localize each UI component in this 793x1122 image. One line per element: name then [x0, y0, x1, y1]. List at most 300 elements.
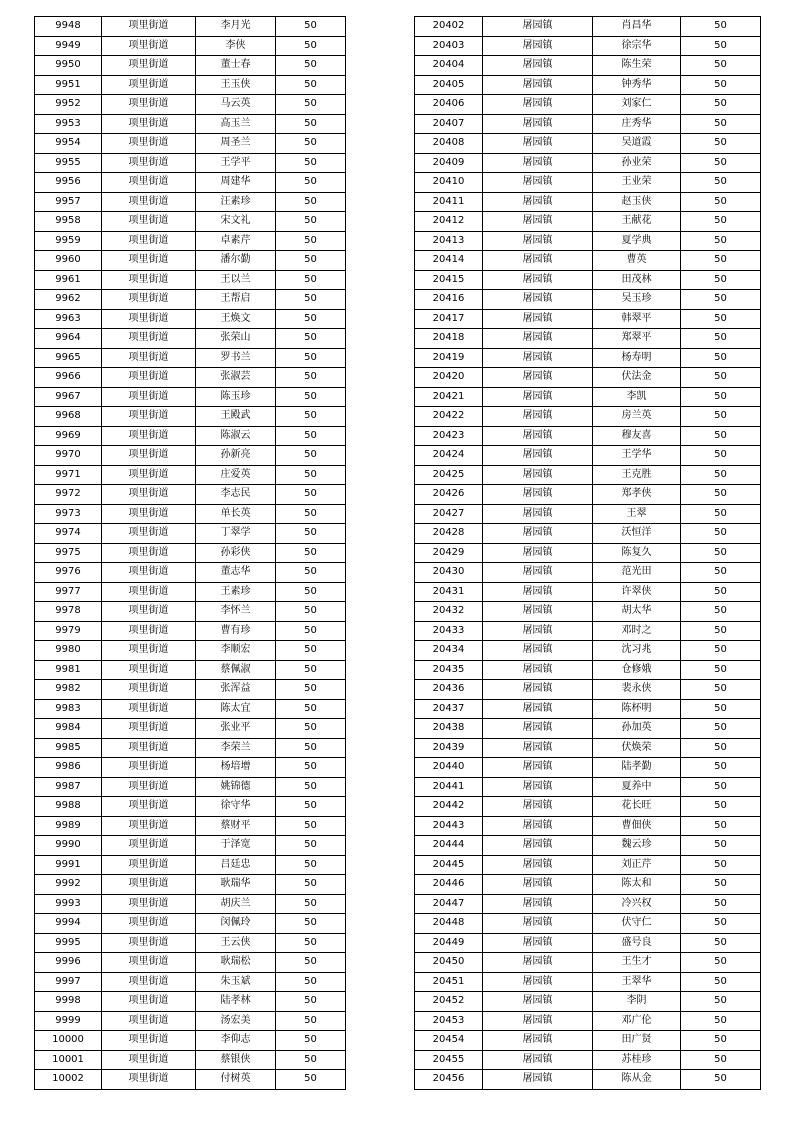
amount-cell: 50: [681, 543, 761, 563]
table-row: [415, 738, 761, 758]
amount-cell: 50: [681, 738, 761, 758]
name-cell: 张浑益: [196, 680, 276, 700]
township-cell: 屠园镇: [483, 719, 593, 739]
serial-number-cell: 9967: [35, 387, 102, 407]
township-cell: 项里街道: [102, 777, 196, 797]
amount-cell: 50: [276, 114, 346, 134]
name-cell: 丁翠学: [196, 524, 276, 544]
table-row: [415, 368, 761, 388]
serial-number-cell: 20429: [415, 543, 483, 563]
table-row: [35, 95, 346, 115]
serial-number-cell: 9973: [35, 504, 102, 524]
table-row: [415, 251, 761, 271]
amount-cell: 50: [681, 114, 761, 134]
amount-cell: 50: [276, 95, 346, 115]
serial-number-cell: 9948: [35, 17, 102, 37]
township-cell: 屠园镇: [483, 797, 593, 817]
table-row: [35, 231, 346, 251]
serial-number-cell: 9963: [35, 309, 102, 329]
amount-cell: 50: [681, 212, 761, 232]
township-cell: 屠园镇: [483, 426, 593, 446]
amount-cell: 50: [681, 641, 761, 661]
name-cell: 范光田: [593, 563, 681, 583]
amount-cell: 50: [276, 329, 346, 349]
township-cell: 项里街道: [102, 75, 196, 95]
township-cell: 屠园镇: [483, 992, 593, 1012]
name-cell: 张业平: [196, 719, 276, 739]
left-table-body: [35, 17, 346, 1090]
township-cell: 屠园镇: [483, 543, 593, 563]
township-cell: 屠园镇: [483, 231, 593, 251]
name-cell: 王业荣: [593, 173, 681, 193]
township-cell: 项里街道: [102, 348, 196, 368]
amount-cell: 50: [681, 290, 761, 310]
table-row: [415, 173, 761, 193]
township-cell: 项里街道: [102, 36, 196, 56]
amount-cell: 50: [681, 1050, 761, 1070]
serial-number-cell: 9985: [35, 738, 102, 758]
table-row: [415, 1050, 761, 1070]
township-cell: 屠园镇: [483, 758, 593, 778]
table-row: [415, 563, 761, 583]
name-cell: 蔡银侠: [196, 1050, 276, 1070]
table-row: [35, 173, 346, 193]
name-cell: 庄秀华: [593, 114, 681, 134]
name-cell: 杨培增: [196, 758, 276, 778]
serial-number-cell: 9964: [35, 329, 102, 349]
serial-number-cell: 9958: [35, 212, 102, 232]
township-cell: 项里街道: [102, 407, 196, 427]
table-row: [35, 1070, 346, 1090]
right-table-body: [415, 17, 761, 1090]
serial-number-cell: 9982: [35, 680, 102, 700]
serial-number-cell: 20435: [415, 660, 483, 680]
township-cell: 屠园镇: [483, 446, 593, 466]
township-cell: 项里街道: [102, 270, 196, 290]
township-cell: 屠园镇: [483, 953, 593, 973]
amount-cell: 50: [276, 173, 346, 193]
serial-number-cell: 10001: [35, 1050, 102, 1070]
serial-number-cell: 9981: [35, 660, 102, 680]
amount-cell: 50: [681, 680, 761, 700]
township-cell: 项里街道: [102, 114, 196, 134]
name-cell: 赵玉侠: [593, 192, 681, 212]
amount-cell: 50: [276, 563, 346, 583]
table-row: [415, 933, 761, 953]
township-cell: 屠园镇: [483, 504, 593, 524]
township-cell: 屠园镇: [483, 563, 593, 583]
township-cell: 项里街道: [102, 368, 196, 388]
table-row: [415, 329, 761, 349]
township-cell: 屠园镇: [483, 641, 593, 661]
table-row: [415, 426, 761, 446]
amount-cell: 50: [681, 855, 761, 875]
serial-number-cell: 20455: [415, 1050, 483, 1070]
table-row: [415, 270, 761, 290]
township-cell: 屠园镇: [483, 602, 593, 622]
name-cell: 王生才: [593, 953, 681, 973]
serial-number-cell: 9977: [35, 582, 102, 602]
amount-cell: 50: [276, 875, 346, 895]
name-cell: 徐守华: [196, 797, 276, 817]
name-cell: 曹英: [593, 251, 681, 271]
amount-cell: 50: [681, 56, 761, 76]
amount-cell: 50: [681, 797, 761, 817]
serial-number-cell: 20449: [415, 933, 483, 953]
amount-cell: 50: [276, 816, 346, 836]
serial-number-cell: 9998: [35, 992, 102, 1012]
township-cell: 屠园镇: [483, 329, 593, 349]
township-cell: 屠园镇: [483, 1011, 593, 1031]
table-row: [415, 17, 761, 37]
serial-number-cell: 9959: [35, 231, 102, 251]
name-cell: 曹有珍: [196, 621, 276, 641]
table-row: [35, 36, 346, 56]
name-cell: 杨寿明: [593, 348, 681, 368]
serial-number-cell: 20421: [415, 387, 483, 407]
township-cell: 屠园镇: [483, 777, 593, 797]
name-cell: 孙新亮: [196, 446, 276, 466]
serial-number-cell: 20442: [415, 797, 483, 817]
table-row: [415, 660, 761, 680]
serial-number-cell: 9974: [35, 524, 102, 544]
name-cell: 邓时之: [593, 621, 681, 641]
name-cell: 韩翠平: [593, 309, 681, 329]
serial-number-cell: 20431: [415, 582, 483, 602]
serial-number-cell: 20426: [415, 485, 483, 505]
name-cell: 孙业荣: [593, 153, 681, 173]
serial-number-cell: 20446: [415, 875, 483, 895]
amount-cell: 50: [681, 972, 761, 992]
serial-number-cell: 9999: [35, 1011, 102, 1031]
name-cell: 李凯: [593, 387, 681, 407]
township-cell: 项里街道: [102, 504, 196, 524]
table-row: [35, 758, 346, 778]
name-cell: 庄爱英: [196, 465, 276, 485]
township-cell: 屠园镇: [483, 212, 593, 232]
table-row: [35, 368, 346, 388]
amount-cell: 50: [681, 465, 761, 485]
table-row: [35, 699, 346, 719]
serial-number-cell: 9980: [35, 641, 102, 661]
serial-number-cell: 9976: [35, 563, 102, 583]
table-row: [415, 1011, 761, 1031]
serial-number-cell: 20406: [415, 95, 483, 115]
name-cell: 肖昌华: [593, 17, 681, 37]
amount-cell: 50: [681, 953, 761, 973]
township-cell: 项里街道: [102, 602, 196, 622]
township-cell: 屠园镇: [483, 95, 593, 115]
serial-number-cell: 20424: [415, 446, 483, 466]
name-cell: 王帮启: [196, 290, 276, 310]
township-cell: 项里街道: [102, 524, 196, 544]
amount-cell: 50: [276, 855, 346, 875]
amount-cell: 50: [276, 621, 346, 641]
serial-number-cell: 10000: [35, 1031, 102, 1051]
amount-cell: 50: [681, 894, 761, 914]
amount-cell: 50: [681, 719, 761, 739]
amount-cell: 50: [276, 836, 346, 856]
name-cell: 张淑芸: [196, 368, 276, 388]
serial-number-cell: 20404: [415, 56, 483, 76]
amount-cell: 50: [276, 660, 346, 680]
serial-number-cell: 20407: [415, 114, 483, 134]
name-cell: 沃恒洋: [593, 524, 681, 544]
township-cell: 屠园镇: [483, 933, 593, 953]
township-cell: 项里街道: [102, 329, 196, 349]
name-cell: 吴玉珍: [593, 290, 681, 310]
table-row: [415, 75, 761, 95]
table-row: [35, 933, 346, 953]
amount-cell: 50: [276, 894, 346, 914]
township-cell: 屠园镇: [483, 17, 593, 37]
table-row: [415, 914, 761, 934]
serial-number-cell: 9984: [35, 719, 102, 739]
serial-number-cell: 9988: [35, 797, 102, 817]
table-row: [415, 816, 761, 836]
amount-cell: 50: [276, 407, 346, 427]
table-row: [415, 699, 761, 719]
name-cell: 陆孝勤: [593, 758, 681, 778]
amount-cell: 50: [276, 582, 346, 602]
table-row: [35, 251, 346, 271]
serial-number-cell: 9957: [35, 192, 102, 212]
township-cell: 屠园镇: [483, 485, 593, 505]
amount-cell: 50: [276, 465, 346, 485]
name-cell: 伏焕荣: [593, 738, 681, 758]
name-cell: 汤宏美: [196, 1011, 276, 1031]
name-cell: 王学华: [593, 446, 681, 466]
township-cell: 项里街道: [102, 173, 196, 193]
table-row: [35, 1050, 346, 1070]
township-cell: 项里街道: [102, 836, 196, 856]
amount-cell: 50: [276, 680, 346, 700]
township-cell: 项里街道: [102, 758, 196, 778]
table-row: [35, 426, 346, 446]
township-cell: 屠园镇: [483, 153, 593, 173]
name-cell: 李顺宏: [196, 641, 276, 661]
amount-cell: 50: [276, 524, 346, 544]
serial-number-cell: 20438: [415, 719, 483, 739]
amount-cell: 50: [681, 816, 761, 836]
amount-cell: 50: [276, 1011, 346, 1031]
name-cell: 花长旺: [593, 797, 681, 817]
table-row: [35, 1011, 346, 1031]
table-row: [35, 894, 346, 914]
serial-number-cell: 9997: [35, 972, 102, 992]
table-row: [35, 543, 346, 563]
amount-cell: 50: [681, 660, 761, 680]
table-row: [35, 563, 346, 583]
name-cell: 宋文礼: [196, 212, 276, 232]
name-cell: 王翠: [593, 504, 681, 524]
amount-cell: 50: [681, 134, 761, 154]
amount-cell: 50: [681, 777, 761, 797]
serial-number-cell: 9975: [35, 543, 102, 563]
name-cell: 苏桂珍: [593, 1050, 681, 1070]
township-cell: 项里街道: [102, 387, 196, 407]
township-cell: 项里街道: [102, 465, 196, 485]
serial-number-cell: 20448: [415, 914, 483, 934]
township-cell: 项里街道: [102, 855, 196, 875]
township-cell: 屠园镇: [483, 407, 593, 427]
township-cell: 项里街道: [102, 992, 196, 1012]
amount-cell: 50: [276, 17, 346, 37]
amount-cell: 50: [681, 485, 761, 505]
table-row: [35, 992, 346, 1012]
name-cell: 付树英: [196, 1070, 276, 1090]
serial-number-cell: 9987: [35, 777, 102, 797]
serial-number-cell: 20437: [415, 699, 483, 719]
table-row: [35, 621, 346, 641]
township-cell: 屠园镇: [483, 36, 593, 56]
table-row: [35, 17, 346, 37]
table-row: [415, 212, 761, 232]
table-row: [415, 777, 761, 797]
table-row: [35, 738, 346, 758]
township-cell: 项里街道: [102, 309, 196, 329]
township-cell: 项里街道: [102, 426, 196, 446]
name-cell: 夏学典: [593, 231, 681, 251]
table-row: [415, 309, 761, 329]
township-cell: 屠园镇: [483, 914, 593, 934]
amount-cell: 50: [276, 56, 346, 76]
serial-number-cell: 9969: [35, 426, 102, 446]
amount-cell: 50: [276, 212, 346, 232]
amount-cell: 50: [276, 368, 346, 388]
township-cell: 屠园镇: [483, 251, 593, 271]
amount-cell: 50: [276, 699, 346, 719]
serial-number-cell: 9970: [35, 446, 102, 466]
name-cell: 姚锦德: [196, 777, 276, 797]
name-cell: 盛号良: [593, 933, 681, 953]
table-row: [35, 309, 346, 329]
amount-cell: 50: [681, 348, 761, 368]
table-row: [35, 407, 346, 427]
amount-cell: 50: [681, 231, 761, 251]
amount-cell: 50: [276, 992, 346, 1012]
name-cell: 耿瑞华: [196, 875, 276, 895]
name-cell: 王玉侠: [196, 75, 276, 95]
table-row: [415, 407, 761, 427]
table-row: [35, 485, 346, 505]
amount-cell: 50: [681, 407, 761, 427]
name-cell: 王殿武: [196, 407, 276, 427]
amount-cell: 50: [681, 36, 761, 56]
township-cell: 屠园镇: [483, 192, 593, 212]
table-row: [35, 660, 346, 680]
amount-cell: 50: [681, 758, 761, 778]
amount-cell: 50: [276, 1070, 346, 1090]
name-cell: 冷兴权: [593, 894, 681, 914]
township-cell: 项里街道: [102, 797, 196, 817]
table-row: [415, 446, 761, 466]
name-cell: 马云英: [196, 95, 276, 115]
township-cell: 项里街道: [102, 212, 196, 232]
name-cell: 田广贤: [593, 1031, 681, 1051]
name-cell: 沈习兆: [593, 641, 681, 661]
name-cell: 单长英: [196, 504, 276, 524]
table-row: [415, 992, 761, 1012]
name-cell: 王焕文: [196, 309, 276, 329]
table-row: [35, 680, 346, 700]
amount-cell: 50: [681, 1070, 761, 1090]
amount-cell: 50: [276, 914, 346, 934]
township-cell: 屠园镇: [483, 524, 593, 544]
amount-cell: 50: [276, 504, 346, 524]
serial-number-cell: 20436: [415, 680, 483, 700]
township-cell: 项里街道: [102, 875, 196, 895]
serial-number-cell: 9989: [35, 816, 102, 836]
table-row: [35, 836, 346, 856]
township-cell: 屠园镇: [483, 894, 593, 914]
table-row: [415, 875, 761, 895]
township-cell: 屠园镇: [483, 173, 593, 193]
serial-number-cell: 9979: [35, 621, 102, 641]
serial-number-cell: 20405: [415, 75, 483, 95]
name-cell: 李月光: [196, 17, 276, 37]
serial-number-cell: 9954: [35, 134, 102, 154]
amount-cell: 50: [681, 95, 761, 115]
table-row: [415, 387, 761, 407]
township-cell: 屠园镇: [483, 348, 593, 368]
table-row: [415, 504, 761, 524]
serial-number-cell: 20454: [415, 1031, 483, 1051]
amount-cell: 50: [276, 602, 346, 622]
serial-number-cell: 20412: [415, 212, 483, 232]
name-cell: 陈玉珍: [196, 387, 276, 407]
name-cell: 董志华: [196, 563, 276, 583]
name-cell: 周圣兰: [196, 134, 276, 154]
name-cell: 吕廷忠: [196, 855, 276, 875]
serial-number-cell: 9966: [35, 368, 102, 388]
township-cell: 屠园镇: [483, 660, 593, 680]
amount-cell: 50: [276, 192, 346, 212]
township-cell: 项里街道: [102, 1050, 196, 1070]
amount-cell: 50: [276, 797, 346, 817]
table-row: [35, 953, 346, 973]
amount-cell: 50: [681, 699, 761, 719]
serial-number-cell: 9986: [35, 758, 102, 778]
amount-cell: 50: [276, 36, 346, 56]
serial-number-cell: 20445: [415, 855, 483, 875]
amount-cell: 50: [276, 758, 346, 778]
serial-number-cell: 20451: [415, 972, 483, 992]
table-row: [35, 465, 346, 485]
name-cell: 仓修娥: [593, 660, 681, 680]
amount-cell: 50: [276, 251, 346, 271]
table-row: [35, 192, 346, 212]
table-row: [415, 582, 761, 602]
name-cell: 张荣山: [196, 329, 276, 349]
table-row: [35, 797, 346, 817]
table-row: [35, 329, 346, 349]
name-cell: 闵佩玲: [196, 914, 276, 934]
table-row: [35, 524, 346, 544]
serial-number-cell: 20444: [415, 836, 483, 856]
table-row: [415, 602, 761, 622]
amount-cell: 50: [681, 173, 761, 193]
amount-cell: 50: [681, 582, 761, 602]
serial-number-cell: 9983: [35, 699, 102, 719]
township-cell: 项里街道: [102, 894, 196, 914]
table-row: [415, 972, 761, 992]
table-row: [415, 192, 761, 212]
township-cell: 项里街道: [102, 485, 196, 505]
amount-cell: 50: [276, 972, 346, 992]
table-row: [35, 75, 346, 95]
serial-number-cell: 20418: [415, 329, 483, 349]
